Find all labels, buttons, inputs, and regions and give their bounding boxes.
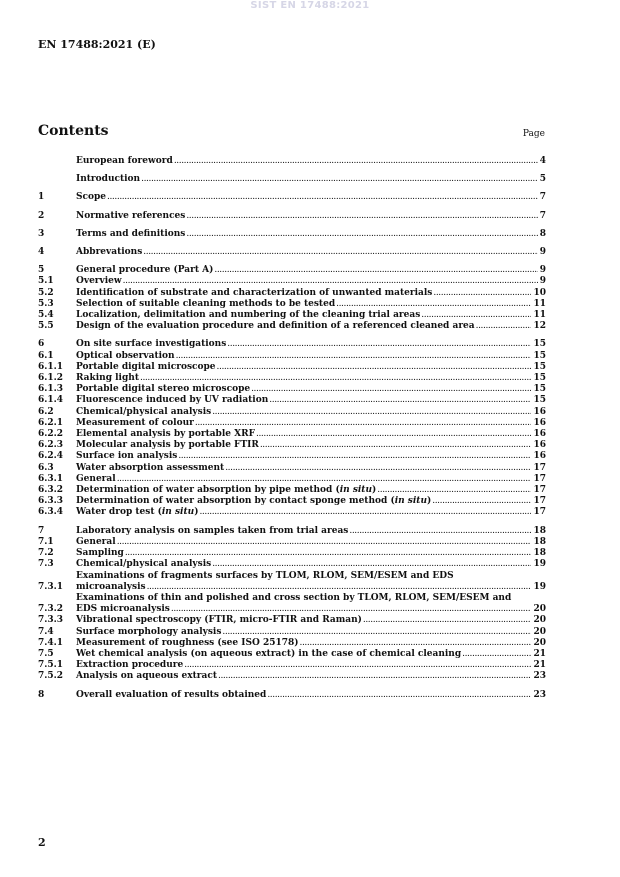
toc-entry-title-text: Normative references xyxy=(76,210,186,221)
dot-leader xyxy=(125,548,532,559)
toc-entry-title-text: ) xyxy=(194,507,199,518)
toc-entry[interactable] xyxy=(38,211,546,222)
toc-entry-page: 23 xyxy=(533,689,546,700)
toc-entry-title xyxy=(76,384,532,395)
toc-entry-title xyxy=(76,429,532,440)
toc-entry[interactable] xyxy=(38,507,546,518)
toc-entry-page: 16 xyxy=(533,451,546,462)
toc-entry[interactable] xyxy=(38,548,546,559)
toc-entry-title xyxy=(76,288,532,299)
dot-leader xyxy=(476,321,532,332)
toc-entry-number: 7.3.2 xyxy=(38,604,64,615)
dot-leader xyxy=(260,440,532,451)
toc-entry-title xyxy=(76,265,539,276)
toc-entry[interactable] xyxy=(38,537,546,548)
toc-entry-number: 7.1 xyxy=(38,536,54,547)
watermark: SIST EN 17488:2021 xyxy=(250,0,370,11)
toc-entry-title xyxy=(76,310,532,321)
toc-entry-number: 6.2.4 xyxy=(38,451,64,462)
toc-entry-title xyxy=(76,548,532,559)
toc-entry-title-text: Measurement of roughness (see ISO 25178) xyxy=(76,637,299,648)
toc-entry[interactable] xyxy=(38,156,546,167)
toc-entry-number: 5.2 xyxy=(38,287,54,298)
toc-entry-number: 6.2.1 xyxy=(38,417,64,428)
toc-entry-title-text: European foreword xyxy=(76,156,173,166)
toc-entry-number: 6.2 xyxy=(38,406,54,417)
dot-leader xyxy=(433,288,531,299)
toc-entry-page: 15 xyxy=(533,395,546,406)
toc-entry[interactable] xyxy=(38,474,546,485)
toc-entry-page: 15 xyxy=(533,373,546,384)
toc-entry-number: 2 xyxy=(38,210,45,221)
toc-entry-title-text: Surface ion analysis xyxy=(76,451,178,462)
toc-entry-title-text: Water drop test ( xyxy=(76,507,162,518)
toc-entry-page: 8 xyxy=(539,228,546,239)
toc-entry-title-italic: in situ xyxy=(161,507,195,518)
toc-entry-title-text: Localization, delimitation and numbering of the cleaning trial areas xyxy=(76,310,421,321)
toc-entry-title-text: Introduction xyxy=(76,174,141,185)
toc-entry-number: 6.1.1 xyxy=(38,361,64,372)
toc-entry-title xyxy=(76,593,532,615)
dot-leader xyxy=(421,310,531,321)
toc-entry-number: 8 xyxy=(38,689,45,700)
dot-leader xyxy=(117,537,532,548)
toc-entry-title xyxy=(76,451,532,462)
toc-entry[interactable] xyxy=(38,593,546,615)
toc-entry-number: 6.2.2 xyxy=(38,429,64,440)
toc-entry[interactable] xyxy=(38,276,546,287)
toc-entry[interactable] xyxy=(38,671,546,682)
toc-entry-page: 19 xyxy=(533,559,546,570)
toc-entry-title xyxy=(76,395,532,406)
toc-entry[interactable] xyxy=(38,229,546,240)
toc-entry-number: 7.3.1 xyxy=(38,581,64,592)
toc-entry-page: 9 xyxy=(539,276,546,287)
dot-leader xyxy=(141,174,538,185)
toc-entry-title-text: Optical observation xyxy=(76,350,175,361)
toc-entry-title xyxy=(76,247,539,258)
toc-entry-title-text: Determination of water absorption by pipe method ( xyxy=(76,485,340,496)
toc-entry-title-text: Sampling xyxy=(76,548,124,559)
dot-leader xyxy=(176,351,532,362)
toc-entry-title-text: Abbrevations xyxy=(76,247,143,258)
toc-entry-title-text: Laboratory analysis on samples taken from trial areas xyxy=(76,525,349,536)
toc-entry[interactable] xyxy=(38,660,546,671)
toc-entry-number: 3 xyxy=(38,228,45,239)
toc-entry[interactable] xyxy=(38,395,546,406)
toc-entry-number: 1 xyxy=(38,192,45,203)
toc-entry-title-text: Molecular analysis by portable FTIR xyxy=(76,440,259,451)
toc-entry-page: 15 xyxy=(533,384,546,395)
toc-entry-title-text: General xyxy=(76,536,116,547)
dot-leader xyxy=(217,362,532,373)
toc-entry-number: 6 xyxy=(38,339,45,350)
toc-entry[interactable] xyxy=(38,627,546,638)
toc-entry-number: 7.4 xyxy=(38,626,54,637)
toc-entry-title-italic: in situ xyxy=(339,485,373,496)
dot-leader xyxy=(363,615,532,626)
toc-entry-title-text: Overall evaluation of results obtained xyxy=(76,689,267,700)
toc-entry-title xyxy=(76,339,532,350)
toc-entry-page: 16 xyxy=(533,406,546,417)
toc-entry[interactable] xyxy=(38,174,546,185)
toc-entry-page: 18 xyxy=(533,536,546,547)
toc-entry-page: 7 xyxy=(539,192,546,203)
toc-entry-number: 7.3 xyxy=(38,559,54,570)
dot-leader xyxy=(186,211,537,222)
toc-entry-title xyxy=(76,299,532,310)
dot-leader xyxy=(267,690,531,701)
dot-leader xyxy=(186,229,537,240)
toc-entry-number: 5 xyxy=(38,265,45,276)
toc-entry[interactable] xyxy=(38,463,546,474)
toc-entry-title-text: Analysis on aqueous extract xyxy=(76,671,217,682)
toc-entry-title-text: Raking light xyxy=(76,373,139,384)
toc-entry-page: 17 xyxy=(533,462,546,473)
toc-entry-title xyxy=(76,418,532,429)
dot-leader xyxy=(147,582,532,593)
toc-entry-title-text: On site surface investigations xyxy=(76,339,227,350)
toc-entry[interactable] xyxy=(38,690,546,701)
dot-leader xyxy=(218,671,531,682)
dot-leader xyxy=(171,604,532,615)
toc-entry-number: 7.5.1 xyxy=(38,660,64,671)
toc-entry-title-text: Measurement of colour xyxy=(76,417,194,428)
toc-entry-number: 6.3.2 xyxy=(38,485,64,496)
document-id: EN 17488:2021 (E) xyxy=(38,38,156,51)
dot-leader xyxy=(222,627,531,638)
toc-entry-page: 11 xyxy=(533,298,546,309)
toc-entry-page: 17 xyxy=(533,485,546,496)
toc-entry-title-text: Wet chemical analysis (on aqueous extract) in the case of chemical cleaning xyxy=(76,648,462,659)
toc-entry-title-text: Elemental analysis by portable XRF xyxy=(76,429,255,440)
toc-entry-number: 7.3.3 xyxy=(38,615,64,626)
toc-entry-title xyxy=(76,407,532,418)
toc-entry-page: 16 xyxy=(533,417,546,428)
dot-leader xyxy=(349,526,531,537)
toc-entry-title xyxy=(76,649,532,660)
toc-entry-title-line: Examinations of fragments surfaces by TLOM, RLOM, SEM/ESEM and EDS xyxy=(76,570,454,581)
toc-entry-title-text: Portable digital stereo microscope xyxy=(76,384,251,395)
toc-entry-page: 9 xyxy=(539,265,546,276)
toc-entry-title-text: Vibrational spectroscopy (FTIR, micro-FTIR and Raman) xyxy=(76,615,362,626)
toc-entry-title-text: Extraction procedure xyxy=(76,660,184,671)
toc-entry-title-text: Chemical/physical analysis xyxy=(76,406,212,417)
toc-entry-title xyxy=(76,485,532,496)
toc-entry[interactable] xyxy=(38,440,546,451)
toc-entry-title xyxy=(76,474,532,485)
toc-entry-page: 7 xyxy=(539,210,546,221)
toc-entry-title-text: ) xyxy=(427,496,432,507)
toc-entry[interactable] xyxy=(38,649,546,660)
toc-entry-number: 7.4.1 xyxy=(38,637,64,648)
toc-entry-page: 4 xyxy=(539,156,546,166)
toc-entry-number: 6.3.4 xyxy=(38,507,64,518)
toc-entry-title xyxy=(76,660,532,671)
toc-entry-title-text: Water absorption assessment xyxy=(76,462,225,473)
toc-entry-title xyxy=(76,229,539,240)
toc-entry-title-text: Identification of substrate and characterization of unwanted materials xyxy=(76,287,433,298)
toc-entry-page: 15 xyxy=(533,350,546,361)
toc-entry-title-italic: in situ xyxy=(394,496,427,507)
toc-entry-page: 5 xyxy=(539,174,546,185)
dot-leader xyxy=(462,649,531,660)
toc-entry-number: 6.1.2 xyxy=(38,373,64,384)
toc-entry-title xyxy=(76,671,532,682)
page-column-label: Page xyxy=(522,129,545,139)
toc-entry-title-text: Portable digital microscope xyxy=(76,361,216,372)
toc-entry-title-text: Design of the evaluation procedure and definition of a referenced cleaned area xyxy=(76,321,475,332)
toc-entry-title-text: Selection of suitable cleaning methods to be tested xyxy=(76,298,336,309)
toc-entry-page: 17 xyxy=(533,507,546,518)
dot-leader xyxy=(107,192,538,203)
toc-entry-title-line: Examinations of thin and polished and cross section by TLOM, RLOM, SEM/ESEM and xyxy=(76,592,512,603)
toc-entry[interactable] xyxy=(38,265,546,276)
dot-leader xyxy=(251,384,531,395)
dot-leader xyxy=(227,339,531,350)
dot-leader xyxy=(212,559,531,570)
toc-entry-title-line: EDS microanalysis xyxy=(76,604,170,615)
toc-entry-page: 20 xyxy=(533,604,546,615)
toc-entry-title xyxy=(76,559,532,570)
toc-entry-title-text: Fluorescence induced by UV radiation xyxy=(76,395,269,406)
toc-entry-title xyxy=(76,276,539,287)
toc-entry-number: 5.5 xyxy=(38,321,54,332)
toc-entry[interactable] xyxy=(38,496,546,507)
toc-entry[interactable] xyxy=(38,485,546,496)
dot-leader xyxy=(336,299,531,310)
dot-leader xyxy=(214,265,537,276)
toc-entry[interactable] xyxy=(38,384,546,395)
toc-entry-page: 23 xyxy=(533,671,546,682)
toc-entry[interactable] xyxy=(38,571,546,593)
dot-leader xyxy=(123,276,538,287)
toc-entry-number: 7.5.2 xyxy=(38,671,64,682)
toc-entry-page: 12 xyxy=(533,321,546,332)
dot-leader xyxy=(256,429,531,440)
toc-entry-number: 5.3 xyxy=(38,298,54,309)
toc-entry[interactable] xyxy=(38,351,546,362)
toc-entry-page: 21 xyxy=(533,648,546,659)
toc-entry-number: 4 xyxy=(38,247,45,258)
toc-entry-number: 6.3.1 xyxy=(38,473,64,484)
dot-leader xyxy=(143,247,537,258)
toc-entry[interactable] xyxy=(38,288,546,299)
toc-entry-title xyxy=(76,571,532,593)
toc-entry[interactable] xyxy=(38,615,546,626)
toc-entry-page: 11 xyxy=(533,310,546,321)
toc-entry-title xyxy=(76,362,532,373)
toc-entry-page: 20 xyxy=(533,615,546,626)
toc-entry-title xyxy=(76,373,532,384)
toc-entry-number: 6.1.3 xyxy=(38,384,64,395)
dot-leader xyxy=(174,156,538,167)
toc-entry-title-text: Overview xyxy=(76,276,122,287)
toc-entry-title xyxy=(76,321,532,332)
toc-entry-title-text: Chemical/physical analysis xyxy=(76,559,212,570)
toc-entry-number: 5.1 xyxy=(38,276,54,287)
toc-entry-title xyxy=(76,615,532,626)
toc-entry-title xyxy=(76,351,532,362)
toc-entry-title xyxy=(76,690,532,701)
toc-entry-number: 5.4 xyxy=(38,310,54,321)
toc-entry[interactable] xyxy=(38,638,546,649)
toc-entry-page: 20 xyxy=(533,637,546,648)
dot-leader xyxy=(269,395,531,406)
dot-leader xyxy=(140,373,531,384)
dot-leader xyxy=(212,407,531,418)
toc-entry[interactable] xyxy=(38,407,546,418)
toc-entry[interactable] xyxy=(38,373,546,384)
table-of-contents xyxy=(38,156,546,701)
dot-leader xyxy=(432,496,531,507)
toc-entry-title xyxy=(76,192,539,203)
dot-leader xyxy=(184,660,531,671)
toc-entry-title xyxy=(76,537,532,548)
toc-entry[interactable] xyxy=(38,451,546,462)
toc-entry[interactable] xyxy=(38,321,546,332)
toc-entry-page: 18 xyxy=(533,548,546,559)
dot-leader xyxy=(377,485,531,496)
toc-entry-page: 16 xyxy=(533,440,546,451)
toc-entry[interactable] xyxy=(38,526,546,537)
dot-leader xyxy=(117,474,532,485)
contents-title: Contents xyxy=(38,123,109,139)
toc-entry-page: 17 xyxy=(533,496,546,507)
toc-entry-number: 7.5 xyxy=(38,648,54,659)
toc-entry-title-text: Scope xyxy=(76,192,107,203)
toc-entry-title-line: microanalysis xyxy=(76,581,146,592)
toc-entry-number: 6.3 xyxy=(38,462,54,473)
toc-entry-title-text: Terms and definitions xyxy=(76,228,186,239)
dot-leader xyxy=(300,638,532,649)
toc-entry-title xyxy=(76,463,532,474)
toc-entry-number: 7.2 xyxy=(38,548,54,559)
toc-entry[interactable] xyxy=(38,192,546,203)
toc-entry-number: 6.1.4 xyxy=(38,395,64,406)
toc-entry-page: 20 xyxy=(533,626,546,637)
toc-entry-number: 7 xyxy=(38,525,45,536)
toc-entry-number: 6.1 xyxy=(38,350,54,361)
toc-entry[interactable] xyxy=(38,299,546,310)
toc-entry-title xyxy=(76,440,532,451)
toc-entry-number: 6.2.3 xyxy=(38,440,64,451)
toc-entry[interactable] xyxy=(38,310,546,321)
toc-entry-page: 18 xyxy=(533,525,546,536)
toc-entry-title-text: Determination of water absorption by contact sponge method ( xyxy=(76,496,395,507)
toc-entry-number: 6.3.3 xyxy=(38,496,64,507)
toc-entry-title xyxy=(76,174,539,185)
toc-entry-page: 16 xyxy=(533,429,546,440)
toc-entry-title xyxy=(76,627,532,638)
toc-entry-title xyxy=(76,526,532,537)
toc-entry-page: 21 xyxy=(533,660,546,671)
dot-leader xyxy=(195,418,532,429)
dot-leader xyxy=(178,451,531,462)
toc-entry-title xyxy=(76,638,532,649)
toc-entry-title-text: ) xyxy=(372,485,377,496)
dot-leader xyxy=(199,507,531,518)
toc-entry-page: 19 xyxy=(533,581,546,592)
toc-entry-page: 9 xyxy=(539,247,546,258)
toc-entry-title xyxy=(76,211,539,222)
toc-entry-page: 17 xyxy=(533,473,546,484)
toc-entry[interactable] xyxy=(38,339,546,350)
toc-entry[interactable] xyxy=(38,429,546,440)
toc-entry[interactable] xyxy=(38,418,546,429)
toc-entry[interactable] xyxy=(38,559,546,570)
toc-entry-page: 15 xyxy=(533,361,546,372)
toc-entry-title xyxy=(76,156,539,167)
dot-leader xyxy=(225,463,531,474)
toc-entry-title-text: Surface morphology analysis xyxy=(76,626,222,637)
toc-entry-page: 10 xyxy=(533,287,546,298)
toc-entry-title-text: General procedure (Part A) xyxy=(76,265,214,276)
toc-entry-page: 15 xyxy=(533,339,546,350)
page-number: 2 xyxy=(38,836,46,849)
toc-entry-title xyxy=(76,507,532,518)
toc-entry-title-text: General xyxy=(76,473,116,484)
toc-entry[interactable] xyxy=(38,247,546,258)
toc-entry-title xyxy=(76,496,532,507)
toc-entry[interactable] xyxy=(38,362,546,373)
